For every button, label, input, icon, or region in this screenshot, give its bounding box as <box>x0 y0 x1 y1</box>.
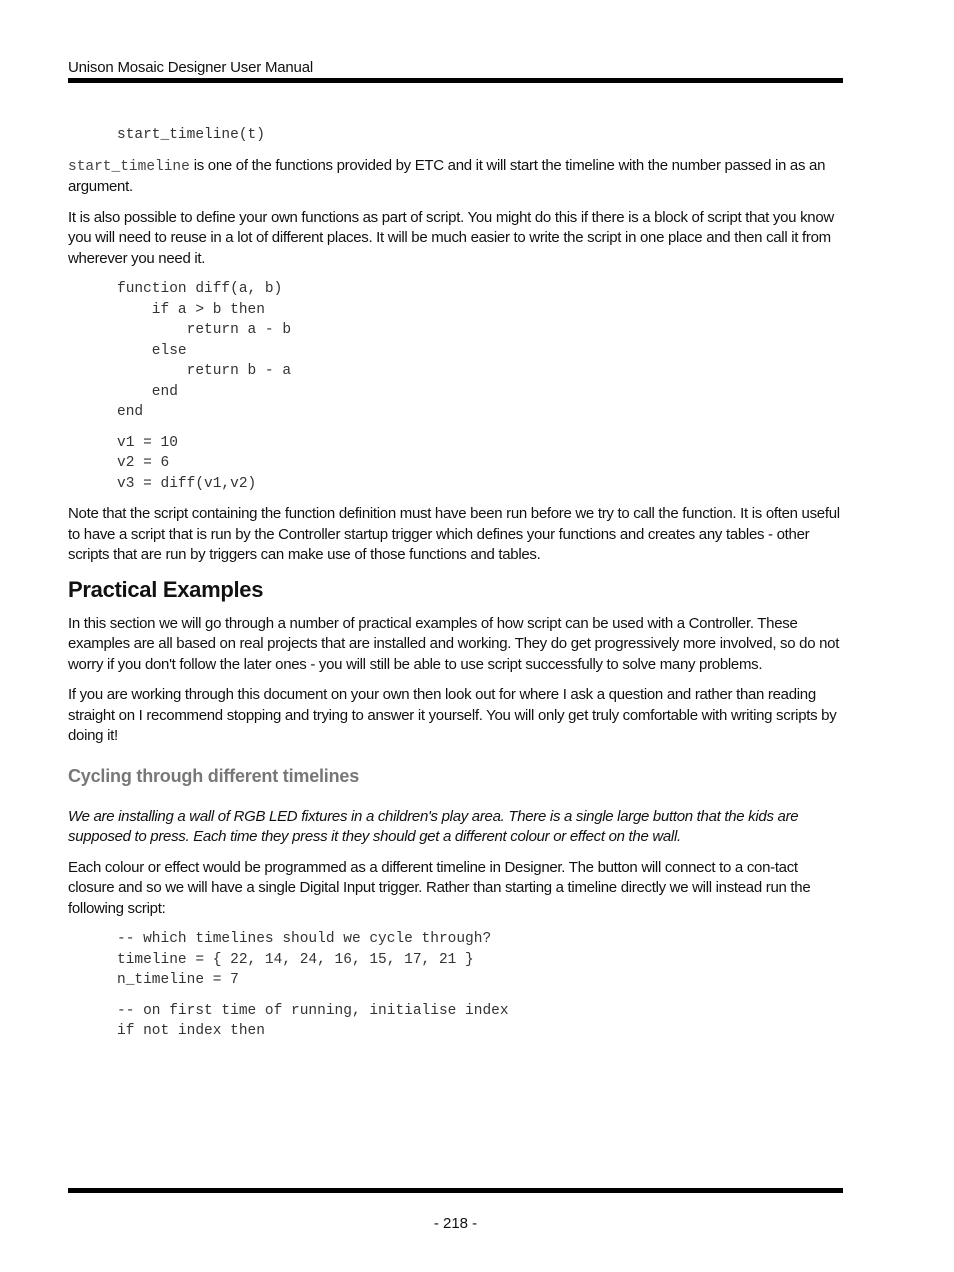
paragraph-text: is one of the functions provided by ETC and it will start the timeline with the number passed in as an argument. <box>68 156 826 195</box>
subsection-heading: Cycling through different timelines <box>68 765 360 786</box>
paragraph: It is also possible to define your own functions as part of script. You might do this if there is a block of script that you know you will need to reuse in a lot of different places. It will be much easier to write the script in one place and then call it from wherever you need it. <box>68 208 834 267</box>
paragraph: If you are working through this document on your own then look out for where I ask a question and rather than reading straight on I recommend stopping and trying to answer it yourself. You will only get truly comfortable with writing scripts by doing it! <box>68 686 837 744</box>
footer-rule <box>68 1188 843 1193</box>
paragraph: Note that the script containing the function definition must have been run before we try to call the function. It is often useful to have a script that is run by the Controller startup trigger which defines your functions and creates any tables - other scripts that are run by triggers can make use of those functions and tables. <box>68 505 840 563</box>
section-heading: Practical Examples <box>68 576 264 602</box>
page-number: - 218 - <box>433 1215 478 1232</box>
code-block: -- on first time of running, initialise index if not index then <box>117 1002 509 1039</box>
code-block: -- which timelines should we cycle through? timeline = { 22, 14, 24, 16, 15, 17, 21 } n_timeline = 7 <box>117 931 492 988</box>
inline-code: start_timeline <box>68 158 190 175</box>
header-rule <box>68 78 843 83</box>
paragraph <box>68 156 843 198</box>
running-header: Unison Mosaic Designer User Manual <box>68 59 313 76</box>
code-block: v1 = 10 v2 = 6 v3 = diff(v1,v2) <box>117 434 257 492</box>
scenario-paragraph: We are installing a wall of RGB LED fixtures in a children's play area. There is a single large button that the kids are supposed to press. Each time they press it they should get a different colour or effect on the wall. <box>68 807 799 845</box>
page-body <box>68 125 843 1052</box>
code-block: start_timeline(t) <box>117 127 265 143</box>
paragraph: Each colour or effect would be programmed as a different timeline in Designer. The button will connect to a con-tact closure and so we will have a single Digital Input trigger. Rather than starting a timeline directly we will instead run the following script: <box>68 858 811 917</box>
paragraph: In this section we will go through a number of practical examples of how script can be used with a Controller. These examples are all based on real projects that are installed and working. They do get progressively more involved, so do not worry if you don't follow the later ones - you will still be able to use script successfully to solve many problems. <box>68 614 840 673</box>
code-block: function diff(a, b) if a > b then return a - b else return b - a end end <box>117 281 292 420</box>
